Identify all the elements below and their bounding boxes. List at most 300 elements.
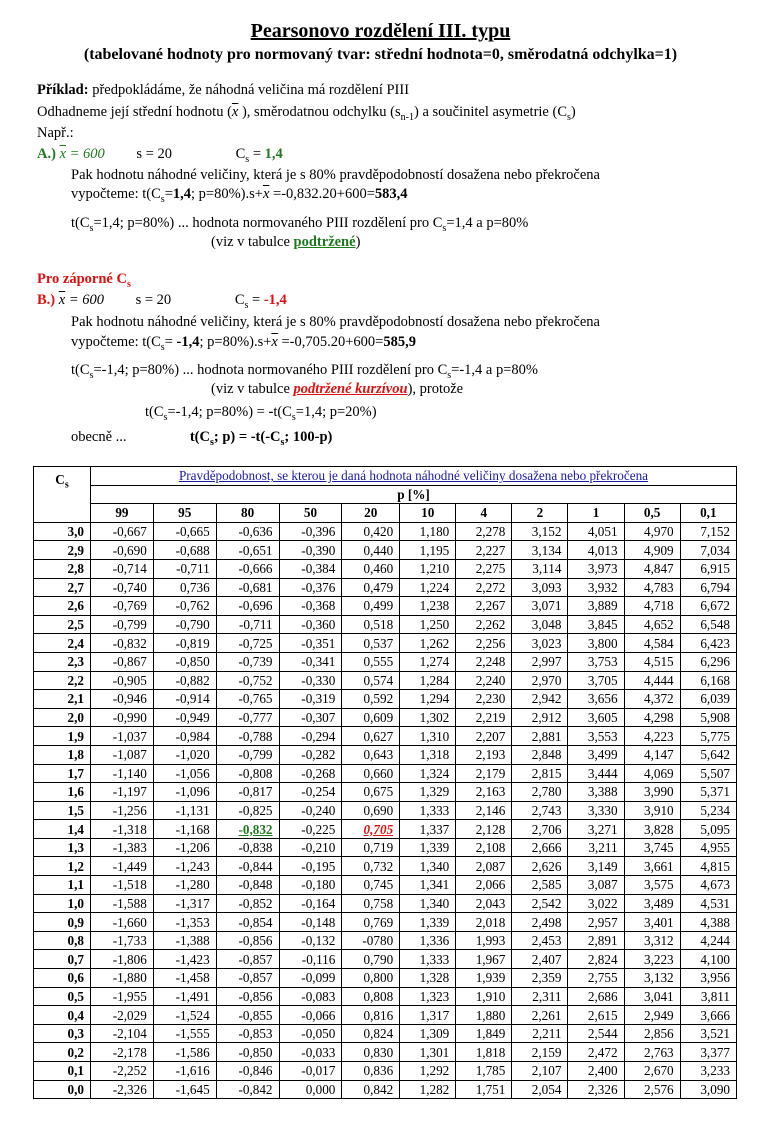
text-fragment: ) a součinitel asymetrie (C — [413, 104, 567, 120]
text-fragment: =1,4; p=80%) ... hodnota normovaného PIII rozdělení pro C — [93, 215, 443, 231]
table-cell: 2,018 — [456, 913, 512, 932]
table-cell: -1,256 — [91, 801, 154, 820]
table-body — [34, 522, 737, 1098]
cs-value: -1,4 — [263, 292, 287, 308]
table-cell: 3,753 — [568, 652, 624, 671]
table-cell: 3,271 — [568, 820, 624, 839]
p-column-header: 4 — [456, 504, 512, 523]
table-cell: 2,311 — [512, 987, 568, 1006]
table-cell: 3,132 — [624, 969, 680, 988]
table-cell: 3,152 — [512, 522, 568, 541]
table-cell: -0,844 — [216, 857, 279, 876]
table-cell: 3,553 — [568, 727, 624, 746]
table-cell: -0,690 — [91, 541, 154, 560]
table-cell: 3,401 — [624, 913, 680, 932]
table-row — [34, 913, 737, 932]
table-cell: -0,769 — [91, 597, 154, 616]
table-cell: -0,116 — [279, 950, 342, 969]
table-cell: 2,970 — [512, 671, 568, 690]
highlight-hint-green: podtržené — [293, 234, 356, 250]
p-column-header: 50 — [279, 504, 342, 523]
table-cell: 3,956 — [680, 969, 736, 988]
p-column-header: 1 — [568, 504, 624, 523]
table-cell: 1,340 — [400, 857, 456, 876]
table-row — [34, 690, 737, 709]
table-cell: 3,330 — [568, 801, 624, 820]
table-cell: 4,069 — [624, 764, 680, 783]
table-cell: 3,388 — [568, 783, 624, 802]
table-cell: -1,586 — [153, 1043, 216, 1062]
text-fragment: =-1,4; p=80%) = — [167, 404, 269, 420]
table-cell: 2,261 — [512, 1006, 568, 1025]
text-fragment: Odhadneme její střední hodnotu ( — [37, 104, 232, 120]
table-cell: 2,278 — [456, 522, 512, 541]
table-row — [34, 783, 737, 802]
table-cell: 0,420 — [342, 522, 400, 541]
case-b-note2 — [211, 381, 463, 398]
text-fragment: t(C — [71, 362, 90, 378]
table-row — [34, 1080, 737, 1099]
table-cell: -0,396 — [279, 522, 342, 541]
xbar-symbol: $\overline{x}$ — [231, 104, 239, 120]
table-cell: -1,616 — [153, 1062, 216, 1081]
table-cell: -0,867 — [91, 652, 154, 671]
case-b-note1 — [71, 362, 538, 381]
text-fragment: = — [248, 292, 264, 308]
case-a-note1 — [71, 215, 528, 234]
table-cell: 2,615 — [568, 1006, 624, 1025]
table-cell: 2,472 — [568, 1043, 624, 1062]
table-cell: 2,359 — [512, 969, 568, 988]
table-cell: -0,832 — [91, 634, 154, 653]
text-fragment: C — [55, 472, 65, 487]
table-row — [34, 671, 737, 690]
table-cell: 4,783 — [624, 578, 680, 597]
table-cell: 4,847 — [624, 559, 680, 578]
table-cell: -0,855 — [216, 1006, 279, 1025]
table-cell: -0,790 — [153, 615, 216, 634]
table-cell: -0,180 — [279, 876, 342, 895]
table-cell: 3,889 — [568, 597, 624, 616]
table-cell: 0,660 — [342, 764, 400, 783]
cs-label: C — [235, 146, 246, 162]
subscript: s — [244, 299, 249, 311]
table-cell: 1,340 — [400, 894, 456, 913]
table-cell: -0,688 — [153, 541, 216, 560]
table-cell: 7,152 — [680, 522, 736, 541]
table-cell: 2,957 — [568, 913, 624, 932]
table-cell: 1,939 — [456, 969, 512, 988]
table-cell: 2,780 — [512, 783, 568, 802]
text-fragment: ) — [570, 104, 576, 120]
table-cell: 2,856 — [624, 1024, 680, 1043]
text-fragment: t(C — [273, 404, 292, 420]
p-header: p [%] — [91, 485, 737, 504]
table-cell: 1,292 — [400, 1062, 456, 1081]
table-row — [34, 764, 737, 783]
table-cell: 1,274 — [400, 652, 456, 671]
table-cell: -0,752 — [216, 671, 279, 690]
table-row — [34, 969, 737, 988]
negative-heading — [37, 271, 131, 290]
table-cell: 3,377 — [680, 1043, 736, 1062]
table-row — [34, 541, 737, 560]
text-fragment: (viz v tabulce — [211, 381, 294, 397]
table-cell: 4,244 — [680, 931, 736, 950]
table-cell: 0,719 — [342, 838, 400, 857]
table-cell: 1,302 — [400, 708, 456, 727]
table-cell: -1,458 — [153, 969, 216, 988]
table-row — [34, 1062, 737, 1081]
highlighted-cell-green: -0,832 — [238, 821, 273, 837]
table-cell: 3,233 — [680, 1062, 736, 1081]
table-cell: 1,282 — [400, 1080, 456, 1099]
table-cell: 0,824 — [342, 1024, 400, 1043]
cs-row-label: 2,5 — [34, 615, 91, 634]
table-cell: -0,914 — [153, 690, 216, 709]
table-cell: 2,942 — [512, 690, 568, 709]
p-columns-row — [34, 504, 737, 523]
subscript: n-1 — [400, 111, 414, 123]
table-cell: 1,333 — [400, 950, 456, 969]
table-cell: 2,230 — [456, 690, 512, 709]
table-cell: -2,252 — [91, 1062, 154, 1081]
p-column-header: 80 — [216, 504, 279, 523]
cs-label: C — [234, 292, 245, 308]
cs-row-label: 3,0 — [34, 522, 91, 541]
table-cell: -0,164 — [279, 894, 342, 913]
table-cell: -0,842 — [216, 1080, 279, 1099]
table-cell: 1,323 — [400, 987, 456, 1006]
cs-row-label: 0,0 — [34, 1080, 91, 1099]
table-cell: 2,275 — [456, 559, 512, 578]
table-cell: -0,711 — [153, 559, 216, 578]
table-row — [34, 652, 737, 671]
table-cell: 3,828 — [624, 820, 680, 839]
subscript: s — [64, 479, 69, 491]
table-cell: 1,341 — [400, 876, 456, 895]
table-cell: 3,910 — [624, 801, 680, 820]
cs-row-label: 1,9 — [34, 727, 91, 746]
table-cell: 3,656 — [568, 690, 624, 709]
table-cell: -1,555 — [153, 1024, 216, 1043]
table-cell: -0,330 — [279, 671, 342, 690]
table-cell: -2,029 — [91, 1006, 154, 1025]
table-cell: -0,666 — [216, 559, 279, 578]
table-cell: 0,800 — [342, 969, 400, 988]
table-cell: 0,537 — [342, 634, 400, 653]
table-cell: -1,733 — [91, 931, 154, 950]
table-cell: 1,250 — [400, 615, 456, 634]
table-cell: 3,041 — [624, 987, 680, 1006]
table-cell: -0,225 — [279, 820, 342, 839]
table-cell: 5,507 — [680, 764, 736, 783]
table-cell: -1,423 — [153, 950, 216, 969]
table-cell: -0,799 — [91, 615, 154, 634]
table-cell: -0,850 — [153, 652, 216, 671]
table-cell: -0,990 — [91, 708, 154, 727]
subscript: s — [447, 369, 452, 381]
text-fragment: ), směrodatnou odchylku (s — [238, 104, 401, 120]
subscript: s — [245, 153, 250, 165]
cs-row-label: 1,3 — [34, 838, 91, 857]
table-cell: 0,499 — [342, 597, 400, 616]
table-cell: 1,309 — [400, 1024, 456, 1043]
table-cell: -0,099 — [279, 969, 342, 988]
general-formula — [189, 429, 333, 448]
cs-row-label: 0,7 — [34, 950, 91, 969]
table-cell: 3,134 — [512, 541, 568, 560]
table-cell: -1,491 — [153, 987, 216, 1006]
cs-row-label: 1,1 — [34, 876, 91, 895]
table-cell: 1,329 — [400, 783, 456, 802]
text-fragment: =-0,832.20+600= — [269, 186, 375, 202]
table-row — [34, 987, 737, 1006]
table-cell: 4,100 — [680, 950, 736, 969]
cs-row-label: 0,9 — [34, 913, 91, 932]
table-row — [34, 634, 737, 653]
table-cell: -1,383 — [91, 838, 154, 857]
table-cell: -1,449 — [91, 857, 154, 876]
table-cell: 3,661 — [624, 857, 680, 876]
subscript: s — [126, 278, 131, 290]
text-fragment: =-1,4 a p=80% — [451, 362, 538, 378]
table-row — [34, 708, 737, 727]
table-cell: -1,056 — [153, 764, 216, 783]
text-fragment: ), protože — [407, 381, 464, 397]
text-fragment: t(C — [189, 429, 210, 445]
cs-row-label: 2,0 — [34, 708, 91, 727]
table-cell: 1,333 — [400, 801, 456, 820]
priklad-label: Příklad: — [37, 82, 89, 98]
table-cell: -2,178 — [91, 1043, 154, 1062]
std-value: s = 20 — [135, 292, 172, 308]
table-cell: -0,667 — [91, 522, 154, 541]
table-cell: 0,758 — [342, 894, 400, 913]
case-b-note3 — [145, 404, 377, 423]
text-fragment: = — [164, 334, 177, 350]
table-cell: 1,880 — [456, 1006, 512, 1025]
table-cell: -0,740 — [91, 578, 154, 597]
table-cell: 1,294 — [400, 690, 456, 709]
table-cell: 1,195 — [400, 541, 456, 560]
table-cell: 2,576 — [624, 1080, 680, 1099]
table-cell: -0,799 — [216, 745, 279, 764]
table-cell: 0,643 — [342, 745, 400, 764]
table-cell: -1,020 — [153, 745, 216, 764]
text-fragment: ; p=80%).s+ — [199, 334, 272, 350]
table-cell: 7,034 — [680, 541, 736, 560]
subscript: s — [442, 222, 447, 234]
subscript: s — [291, 411, 296, 423]
table-cell: -1,353 — [153, 913, 216, 932]
table-cell: -0,066 — [279, 1006, 342, 1025]
table-cell: 0,830 — [342, 1043, 400, 1062]
table-cell: 3,090 — [680, 1080, 736, 1099]
table-cell: -1,645 — [153, 1080, 216, 1099]
text-fragment: ) — [355, 234, 361, 250]
text-fragment: ; p=80%).s+ — [191, 186, 263, 202]
xbar-symbol: $\overline{x}$ — [262, 186, 270, 202]
table-cell: 0,555 — [342, 652, 400, 671]
table-cell: 4,673 — [680, 876, 736, 895]
cs-row-label: 2,3 — [34, 652, 91, 671]
table-cell: -1,280 — [153, 876, 216, 895]
table-cell: 1,238 — [400, 597, 456, 616]
table-cell: -1,140 — [91, 764, 154, 783]
table-cell: 4,298 — [624, 708, 680, 727]
table-cell: 2,626 — [512, 857, 568, 876]
text-fragment: (viz v tabulce — [211, 234, 294, 250]
table-cell: -0,882 — [153, 671, 216, 690]
table-cell: 0,675 — [342, 783, 400, 802]
table-cell: 4,372 — [624, 690, 680, 709]
table-cell: 3,211 — [568, 838, 624, 857]
table-cell: 4,955 — [680, 838, 736, 857]
text-fragment: = — [164, 186, 173, 202]
table-row — [34, 950, 737, 969]
bold-value: 1,4 — [172, 186, 192, 202]
table-cell: 3,521 — [680, 1024, 736, 1043]
table-cell: 2,763 — [624, 1043, 680, 1062]
table-cell: 2,272 — [456, 578, 512, 597]
table-cell: 2,179 — [456, 764, 512, 783]
cs-row-label: 1,5 — [34, 801, 91, 820]
table-cell: 1,751 — [456, 1080, 512, 1099]
table-cell: 2,400 — [568, 1062, 624, 1081]
table-cell: -0,360 — [279, 615, 342, 634]
p-column-header: 99 — [91, 504, 154, 523]
table-cell: 2,146 — [456, 801, 512, 820]
table-cell: 2,743 — [512, 801, 568, 820]
table-cell: 0,627 — [342, 727, 400, 746]
table-cell: 2,912 — [512, 708, 568, 727]
table-cell: -1,660 — [91, 913, 154, 932]
text-fragment: =1,4; p=20%) — [295, 404, 377, 420]
cs-row-label: 1,7 — [34, 764, 91, 783]
table-cell: -0,210 — [279, 838, 342, 857]
p-column-header: 20 — [342, 504, 400, 523]
table-cell: 5,371 — [680, 783, 736, 802]
table-cell: 0,574 — [342, 671, 400, 690]
table-cell: 1,310 — [400, 727, 456, 746]
table-cell: 2,043 — [456, 894, 512, 913]
table-cell: 0,518 — [342, 615, 400, 634]
table-cell: -0780 — [342, 931, 400, 950]
cs-row-label: 0,8 — [34, 931, 91, 950]
table-cell: 3,093 — [512, 578, 568, 597]
table-cell: -0,368 — [279, 597, 342, 616]
table-cell: 0,460 — [342, 559, 400, 578]
xbar-symbol: $\overline{x}$ — [58, 292, 66, 308]
table-cell: -1,037 — [91, 727, 154, 746]
cs-row-label: 2,1 — [34, 690, 91, 709]
table-cell: 2,815 — [512, 764, 568, 783]
cs-row-label: 2,8 — [34, 559, 91, 578]
table-cell: 2,227 — [456, 541, 512, 560]
case-b-line1: Pak hodnotu náhodné veličiny, která je s 80% pravděpodobností dosažena nebo překročena — [71, 314, 600, 330]
table-cell: -0,390 — [279, 541, 342, 560]
table-cell: 1,339 — [400, 838, 456, 857]
cs-row-label: 0,3 — [34, 1024, 91, 1043]
table-cell: -0,853 — [216, 1024, 279, 1043]
table-cell: -0,856 — [216, 987, 279, 1006]
text-fragment: = — [249, 146, 265, 162]
text-fragment: =1,4 a p=80% — [446, 215, 529, 231]
table-cell: -1,087 — [91, 745, 154, 764]
table-cell: 0,790 — [342, 950, 400, 969]
case-b-general — [71, 429, 332, 448]
page-subtitle: (tabelované hodnoty pro normovaný tvar: střední hodnota=0, směrodatná odchylka=1) — [83, 46, 678, 63]
table-cell: -1,317 — [153, 894, 216, 913]
table-cell: -1,243 — [153, 857, 216, 876]
table-cell: 0,745 — [342, 876, 400, 895]
table-cell: 2,670 — [624, 1062, 680, 1081]
table-cell: 0,479 — [342, 578, 400, 597]
table-cell: 2,248 — [456, 652, 512, 671]
table-cell: -0,384 — [279, 559, 342, 578]
table-cell: 2,240 — [456, 671, 512, 690]
table-cell: -0,825 — [216, 801, 279, 820]
table-cell: -0,856 — [216, 931, 279, 950]
table-cell: 2,542 — [512, 894, 568, 913]
table-cell: 4,718 — [624, 597, 680, 616]
table-cell: 2,159 — [512, 1043, 568, 1062]
bold-value: -1,4 — [176, 334, 200, 350]
table-row — [34, 727, 737, 746]
table-cell: 3,114 — [512, 559, 568, 578]
table-cell: 1,262 — [400, 634, 456, 653]
table-cell: 3,973 — [568, 559, 624, 578]
table-cell: -0,307 — [279, 708, 342, 727]
table-cell: 2,824 — [568, 950, 624, 969]
table-cell: 1,180 — [400, 522, 456, 541]
case-a-line1: Pak hodnotu náhodné veličiny, která je s 80% pravděpodobností dosažena nebo překročena — [71, 167, 600, 183]
table-cell: 0,609 — [342, 708, 400, 727]
table-cell: 3,048 — [512, 615, 568, 634]
table-cell: -0,817 — [216, 783, 279, 802]
table-cell: -0,725 — [216, 634, 279, 653]
table-cell: 3,745 — [624, 838, 680, 857]
table-row — [34, 931, 737, 950]
table-cell: -0,240 — [279, 801, 342, 820]
xbar-symbol: $\overline{x}$ — [271, 334, 278, 350]
table-cell: -0,711 — [216, 615, 279, 634]
table-cell: -0,083 — [279, 987, 342, 1006]
table-cell: 3,800 — [568, 634, 624, 653]
subscript: s — [89, 369, 94, 381]
table-cell: 2,128 — [456, 820, 512, 839]
table-cell: -0,808 — [216, 764, 279, 783]
table-cell: 1,967 — [456, 950, 512, 969]
subscript: s — [280, 436, 285, 448]
cs-row-label: 2,6 — [34, 597, 91, 616]
p-column-header: 95 — [153, 504, 216, 523]
table-cell: 3,444 — [568, 764, 624, 783]
table-row — [34, 820, 737, 839]
text-fragment: vypočteme: t(C — [71, 186, 161, 202]
table-cell: 4,388 — [680, 913, 736, 932]
table-cell: 1,328 — [400, 969, 456, 988]
pearson-table — [33, 466, 737, 1099]
table-cell: 0,769 — [342, 913, 400, 932]
table-cell: -1,168 — [153, 820, 216, 839]
table-cell: -1,588 — [91, 894, 154, 913]
table-cell: -0,762 — [153, 597, 216, 616]
table-cell: 1,284 — [400, 671, 456, 690]
cs-row-label: 0,6 — [34, 969, 91, 988]
table-row — [34, 522, 737, 541]
